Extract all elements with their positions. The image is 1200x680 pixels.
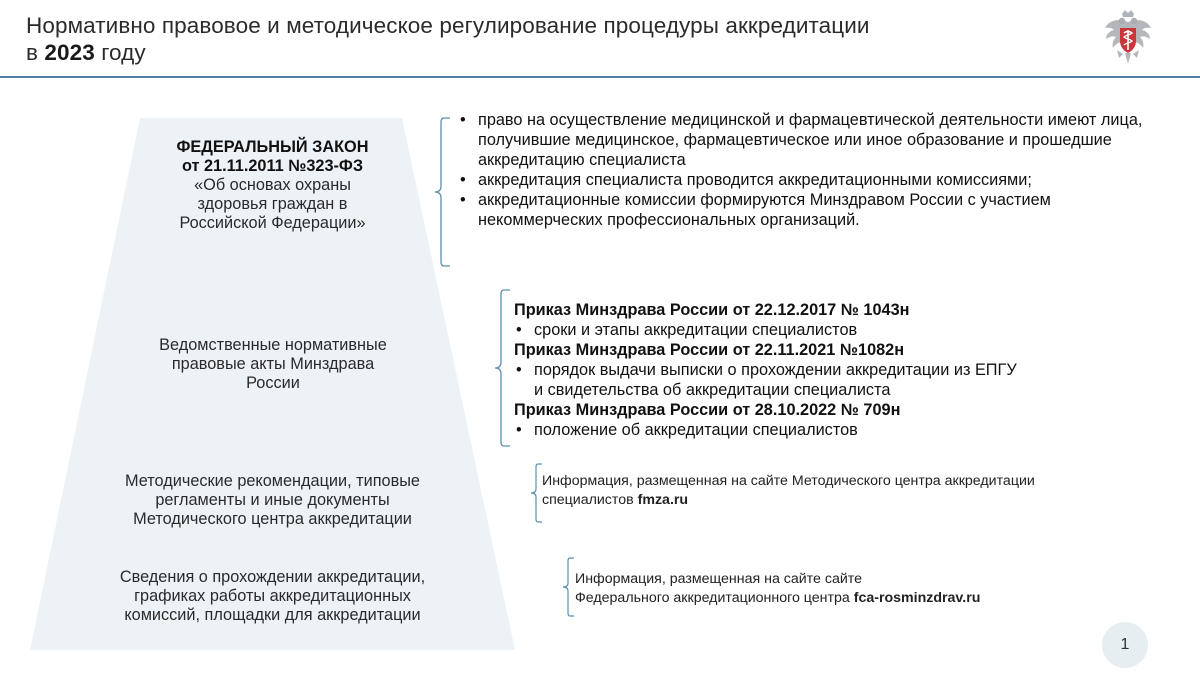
- order-1082n-title: Приказ Минздрава России от 22.11.2021 №1082н: [514, 341, 905, 359]
- bracket-law: [430, 116, 454, 268]
- tier-federal-law: [150, 138, 395, 233]
- tier3-line-3: Методического центра аккредитации: [133, 510, 412, 528]
- order-1043n-item: • сроки и этапы аккредитации специалистов: [514, 320, 1154, 340]
- law-point: • право на осуществление медицинской и фармацевтической деятельности имеют лица, получившие медицинское, фармацевтическое или иное образование и прошедшие аккредитацию специалиста: [458, 110, 1158, 170]
- tier-accreditation-info: [70, 568, 475, 625]
- order-709n-item: • положение об аккредитации специалистов: [514, 420, 1154, 440]
- tier4-line-1: Сведения о прохождении аккредитации,: [119, 568, 426, 586]
- methodical-info-line-1: Информация, размещенная на сайте Методического центра аккредитации: [542, 473, 1035, 489]
- tier-methodical: [80, 472, 465, 529]
- tier4-line-2: графиках работы аккредитационных: [134, 587, 411, 605]
- bracket-orders: [490, 288, 514, 448]
- fmza-link[interactable]: fmza.ru: [637, 492, 689, 508]
- law-point: • аккредитация специалиста проводится аккредитационными комиссиями;: [458, 170, 1158, 190]
- federal-info-line-2: Федерального аккредитационного центра fca-rosminzdrav.ru: [575, 590, 981, 606]
- methodical-info-line-2: специалистов fmza.ru: [542, 492, 689, 508]
- title-prefix: в: [26, 40, 45, 65]
- page-number: 1: [1102, 622, 1148, 668]
- tier2-line-3: России: [246, 374, 300, 392]
- order-1082n-item: • порядок выдачи выписки о прохождении аккредитации из ЕПГУ: [514, 360, 1154, 380]
- tier-ministry-acts: [118, 336, 428, 393]
- tier3-line-1: Методические рекомендации, типовые: [125, 472, 420, 490]
- federal-center-info: [575, 570, 1155, 608]
- tier4-line-3: комиссий, площадки для аккредитации: [124, 606, 421, 624]
- law-number: от 21.11.2011 №323-ФЗ: [181, 157, 364, 175]
- bracket-federal-center: [560, 556, 576, 618]
- federal-info-line-1: Информация, размещенная на сайте сайте: [575, 571, 862, 587]
- order-1082n-item-continued: и свидетельства об аккредитации специалиста: [534, 381, 891, 399]
- law-title: ФЕДЕРАЛЬНЫЙ ЗАКОН: [176, 138, 369, 156]
- law-point: • аккредитационные комиссии формируются Минздравом России с участием некоммерческих профессиональных организаций.: [458, 190, 1158, 230]
- order-709n-title: Приказ Минздрава России от 28.10.2022 № 709н: [514, 401, 901, 419]
- law-name-line-1: «Об основах охраны: [194, 176, 351, 194]
- title-year: 2023: [44, 40, 95, 65]
- tier2-line-1: Ведомственные нормативные: [159, 336, 387, 354]
- methodical-center-info: [542, 472, 1162, 510]
- tier2-line-2: правовые акты Минздрава: [171, 355, 375, 373]
- title-line-1: Нормативно правовое и методическое регулирование процедуры аккредитации: [26, 13, 870, 38]
- law-points-list: [458, 110, 1158, 230]
- order-1043n-title: Приказ Минздрава России от 22.12.2017 № 1043н: [514, 301, 910, 319]
- law-name-line-3: Российской Федерации»: [179, 214, 366, 232]
- tier3-line-2: регламенты и иные документы: [155, 491, 390, 509]
- title-suffix: году: [94, 40, 146, 65]
- ministry-orders: [514, 300, 1154, 440]
- fca-link[interactable]: fca-rosminzdrav.ru: [853, 590, 981, 606]
- law-name-line-2: здоровья граждан в: [197, 195, 348, 213]
